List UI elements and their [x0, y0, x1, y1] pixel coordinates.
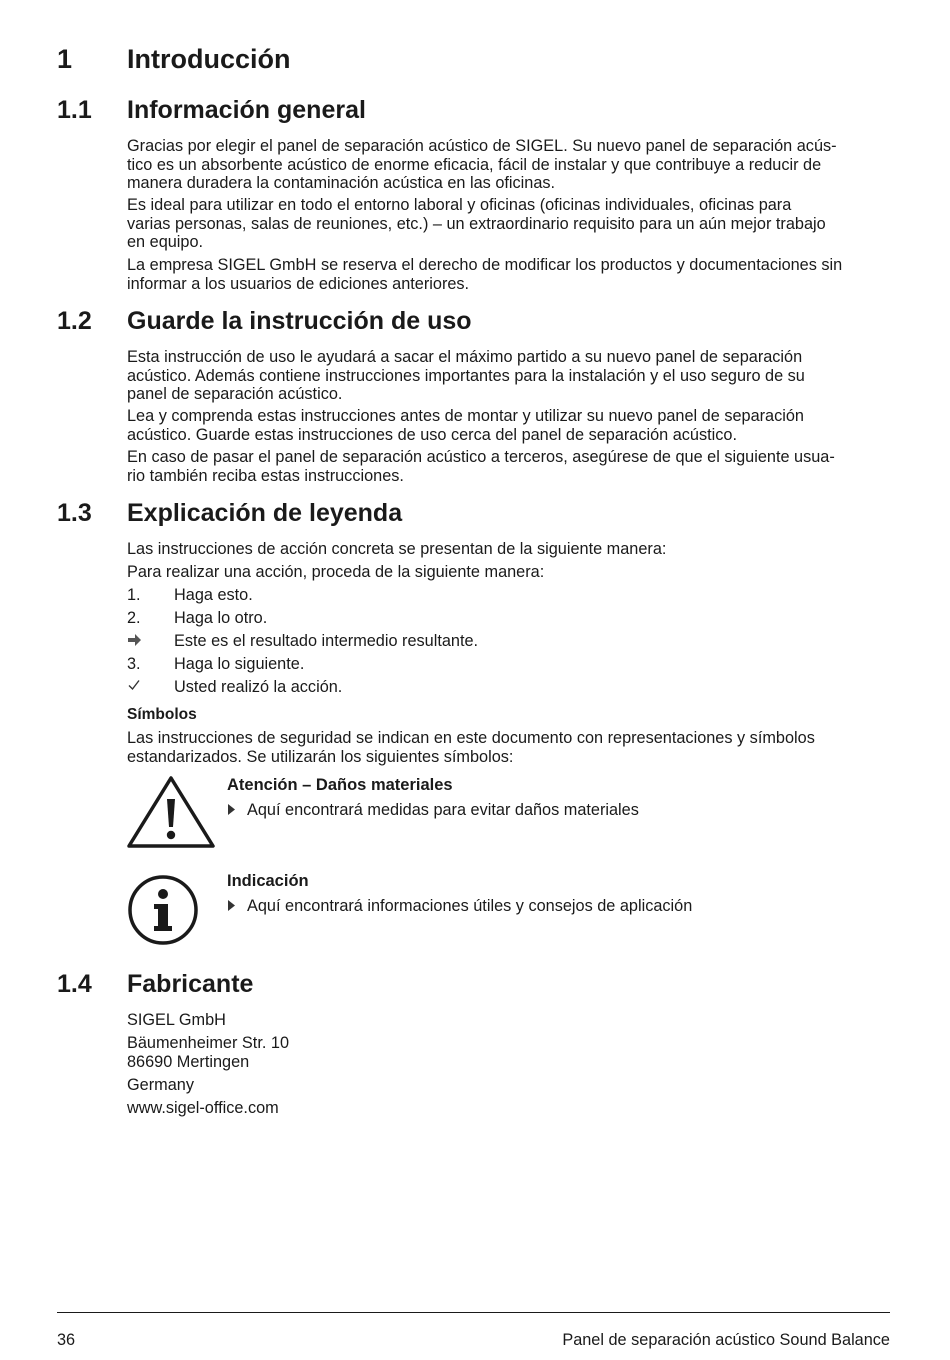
- paragraph: Es ideal para utilizar en todo el entorno laboral y oficinas (oficinas individuales, oficinas para varias personas, salas de reuniones, etc.) – un extraordinario requisito para un aún mejor trabajo en equipo.: [127, 196, 826, 251]
- info-circle-icon: [127, 874, 199, 946]
- info-title: Indicación: [227, 872, 309, 890]
- step-marker: 2.: [127, 609, 141, 627]
- paragraph: Para realizar una acción, proceda de la siguiente manera:: [127, 563, 545, 581]
- paragraph: Gracias por elegir el panel de separación acústico de SIGEL. Su nuevo panel de separación acús- tico es un absorbente acústico de enorme eficacia, fácil de instalar y que contribuye a reducir de manera duradera la contaminación acústica en las oficinas.: [127, 137, 837, 192]
- paragraph: Esta instrucción de uso le ayudará a sacar el máximo partido a su nuevo panel de separación acústico. Además contiene instrucciones importantes para la instalación y el uso seguro de su panel de separación acústico.: [127, 348, 805, 403]
- page-number: 36: [57, 1331, 76, 1349]
- warning-triangle-icon: [126, 775, 216, 849]
- bullet-triangle-icon: [228, 900, 235, 911]
- footer-title: Panel de separación acústico Sound Balance: [562, 1331, 890, 1349]
- paragraph: Las instrucciones de acción concreta se presentan de la siguiente manera:: [127, 540, 667, 558]
- section-1-3-title: Explicación de leyenda: [127, 499, 403, 527]
- section-1-4-number: 1.4: [57, 970, 92, 998]
- step-text: Este es el resultado intermedio resultante.: [174, 632, 479, 650]
- step-marker: 3.: [127, 655, 141, 673]
- arrow-right-icon: [128, 634, 142, 646]
- step-text: Haga lo siguiente.: [174, 655, 305, 673]
- info-text: Aquí encontrará informaciones útiles y consejos de aplicación: [247, 897, 693, 915]
- paragraph: La empresa SIGEL GmbH se reserva el derecho de modificar los productos y documentaciones sin informar a los usuarios de ediciones anteriores.: [127, 256, 843, 293]
- address-line: Germany: [127, 1076, 194, 1094]
- bullet-triangle-icon: [228, 804, 235, 815]
- section-1-1-number: 1.1: [57, 96, 92, 124]
- website-link[interactable]: www.sigel-office.com: [127, 1099, 279, 1117]
- section-1-2-title: Guarde la instrucción de uso: [127, 307, 472, 335]
- section-1-1-title: Información general: [127, 96, 366, 124]
- warning-title: Atención – Daños materiales: [227, 776, 453, 794]
- step-marker: 1.: [127, 586, 141, 604]
- warning-text: Aquí encontrará medidas para evitar daños materiales: [247, 801, 639, 819]
- symbols-heading: Símbolos: [127, 706, 197, 723]
- section-1-4-title: Fabricante: [127, 970, 254, 998]
- step-text: Haga lo otro.: [174, 609, 268, 627]
- paragraph: Lea y comprenda estas instrucciones antes de montar y utilizar su nuevo panel de separación acústico. Guarde estas instrucciones de uso cerca del panel de separación acústico.: [127, 407, 804, 444]
- address-line: SIGEL GmbH: [127, 1011, 226, 1029]
- footer-rule: [57, 1312, 890, 1313]
- chapter-number: 1: [57, 44, 73, 74]
- section-1-2-number: 1.2: [57, 307, 92, 335]
- section-1-3-number: 1.3: [57, 499, 92, 527]
- step-text: Haga esto.: [174, 586, 253, 604]
- paragraph: En caso de pasar el panel de separación acústico a terceros, asegúrese de que el siguiente usua- rio también reciba estas instrucciones.: [127, 448, 835, 485]
- step-text: Usted realizó la acción.: [174, 678, 343, 696]
- chapter-title: Introducción: [127, 44, 291, 74]
- paragraph: Las instrucciones de seguridad se indican en este documento con representaciones y símbolos estandarizados. Se utilizarán los siguientes símbolos:: [127, 729, 815, 766]
- address-line: Bäumenheimer Str. 10 86690 Mertingen: [127, 1034, 289, 1071]
- checkmark-icon: [128, 679, 140, 691]
